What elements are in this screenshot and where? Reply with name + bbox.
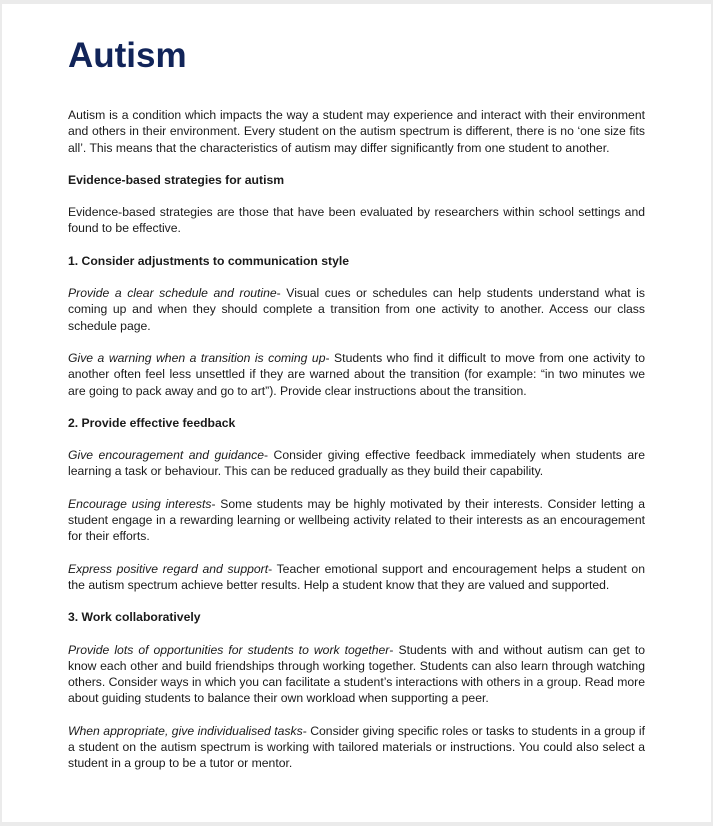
item-text: - Visual cues or schedules can help students understand what is coming up and when they should complete a transition from one activity to another. Access our class schedule page. [68,286,645,333]
section-2-item-2 [68,496,645,545]
evidence-heading: Evidence-based strategies for autism [68,172,285,187]
item-lead: Encourage using interests [68,496,212,511]
intro-paragraph: Autism is a condition which impacts the way a student may experience and interact with their environment and others in their environment. Every student on the autism spectrum is different, there is no ‘one size fits all’. This means that the characteristics of autism may differ significantly from one student to another. [68,108,645,155]
item-text: - Some students may be highly motivated by their interests. Consider letting a student engage in a rewarding learning or wellbeing activity related to their interests as an encouragement for their efforts. [68,496,646,544]
item-lead: When appropriate, give individualised tasks [68,723,303,738]
section-3-heading: 3. Work collaboratively [68,610,201,625]
page-title: Autism [68,36,187,75]
document-page [2,4,711,822]
section-1-item-2 [68,350,645,399]
evidence-paragraph: Evidence-based strategies are those that have been evaluated by researchers within school settings and found to be effective. [68,205,645,236]
item-lead: Express positive regard and support [68,561,269,576]
section-3-item-2 [68,723,645,772]
section-2-item-3 [68,561,645,594]
section-3-item-1 [68,642,645,707]
item-lead: Provide lots of opportunities for students to work together [68,642,390,657]
item-text: - Consider giving specific roles or tasks to students in a group if a student on the autism spectrum is working with tailored materials or instructions. You could also select a student in a group to be a tutor or mentor. [68,723,645,771]
section-2-heading: 2. Provide effective feedback [68,415,236,430]
item-lead: Give encouragement and guidance [68,448,264,463]
item-text: - Teacher emotional support and encouragement helps a student on the autism spectrum achieve better results. Help a student know that they are valued and supported. [68,561,645,592]
section-2-item-1 [68,447,645,480]
item-lead: Give a warning when a transition is coming up [68,350,326,365]
item-lead: Provide a clear schedule and routine [68,286,277,301]
item-text: - Students with and without autism can get to know each other and build friendships through working together. Students can also learn through watching others. Consider ways in which you can facilitate a student’s interactions with others in a group. Read more about guiding students to balance their own workload when supporting a peer. [68,642,645,706]
item-text: - Students who find it difficult to move from one activity to another often feel less unsettled if they are warned about the transition (for example: “in two minutes we are going to pack away and go to art”). Provide clear instructions about the transition. [68,350,646,398]
section-1-heading: 1. Consider adjustments to communication style [68,253,350,268]
item-text: - Consider giving effective feedback immediately when students are learning a task or behaviour. This can be reduced gradually as they build their capability. [68,448,645,479]
section-1-item-1 [68,285,645,334]
